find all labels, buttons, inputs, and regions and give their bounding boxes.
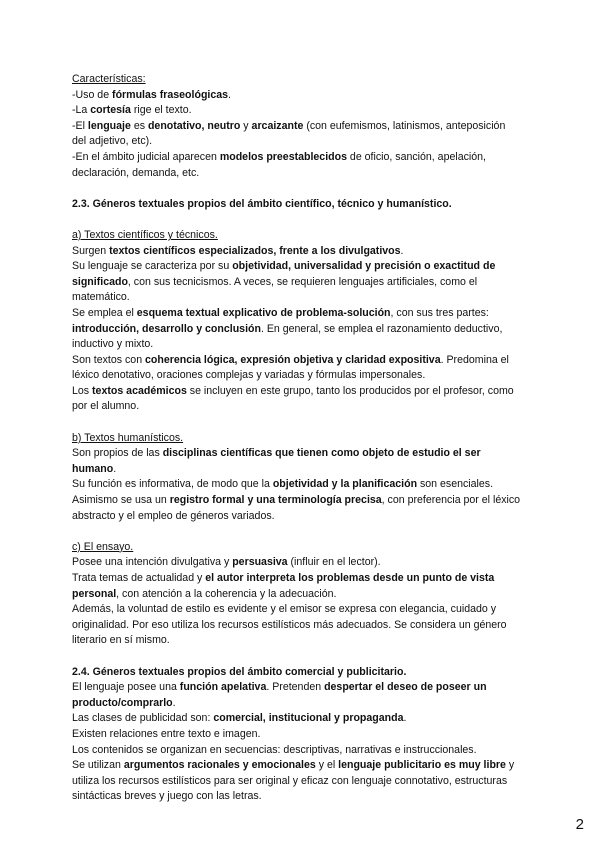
subsection-a-heading: a) Textos científicos y técnicos. — [72, 228, 218, 241]
paragraph: Posee una intención divulgativa y persuasiva (influir en el lector). — [72, 556, 381, 569]
characteristic-item: -El lenguaje es denotativo, neutro y arcaizante (con eufemismos, latinismos, anteposición del adjetivo, etc). — [72, 119, 506, 148]
paragraph: Se emplea el esquema textual explicativo de problema-solución, con sus tres partes: introducción, desarrollo y conclusión. En general, se emplea el razonamiento deductivo, inductivo y mixto. — [72, 306, 503, 351]
paragraph: Su función es informativa, de modo que la objetividad y la planificación son esenciales. — [72, 478, 494, 491]
section-2-3-heading: 2.3. Géneros textuales propios del ámbito científico, técnico y humanístico. — [72, 197, 452, 210]
paragraph: Además, la voluntad de estilo es evidente y el emisor se expresa con elegancia, cuidado y originalidad. Por eso utiliza los recursos estilísticos más adecuados. Se considera un género literario en sí mismo. — [72, 603, 507, 647]
characteristic-item: -En el ámbito judicial aparecen modelos preestablecidos de oficio, sanción, apelación, declaración, demanda, etc. — [72, 150, 486, 179]
paragraph: Asimismo se usa un registro formal y una terminología precisa, con preferencia por el léxico abstracto y el empleo de géneros variados. — [72, 494, 521, 522]
subsection-b-heading: b) Textos humanísticos. — [72, 431, 184, 444]
paragraph: Los textos académicos se incluyen en este grupo, tanto los producidos por el profesor, como por el alumno. — [72, 384, 514, 413]
page-number: 2 — [575, 816, 584, 833]
paragraph: Las clases de publicidad son: comercial, institucional y propaganda. — [72, 712, 407, 725]
subsection-c-heading: c) El ensayo. — [72, 540, 134, 553]
paragraph: Existen relaciones entre texto e imagen. — [72, 727, 261, 740]
characteristic-item: -Uso de fórmulas fraseológicas. — [72, 88, 231, 101]
paragraph: Trata temas de actualidad y el autor interpreta los problemas desde un punto de vista personal, con atención a la coherencia y la adecuación. — [72, 572, 495, 600]
paragraph: Son textos con coherencia lógica, expresión objetiva y claridad expositiva. Predomina el léxico denotativo, oraciones complejas y variadas y fórmulas impersonales. — [72, 353, 509, 382]
section-2-4-heading: 2.4. Géneros textuales propios del ámbito comercial y publicitario. — [72, 665, 407, 678]
paragraph: Son propios de las disciplinas científicas que tienen como objeto de estudio el ser humano. — [72, 447, 481, 475]
characteristic-item: -La cortesía rige el texto. — [72, 104, 192, 117]
characteristics-heading: Características: — [72, 73, 146, 85]
paragraph: El lenguaje posee una función apelativa. Pretenden despertar el deseo de poseer un producto/comprarlo. — [72, 681, 487, 709]
paragraph: Se utilizan argumentos racionales y emocionales y el lenguaje publicitario es muy libre y utiliza los recursos estilísticos para ser original y eficaz con lenguaje connotativo, estructuras sintácticas breves y juego con las letras. — [72, 759, 515, 803]
document-page — [72, 72, 522, 805]
paragraph: Su lenguaje se caracteriza por su objetividad, universalidad y precisión o exactitud de significado, con sus tecnicismos. A veces, se requieren lenguajes artificiales, como el matemático. — [72, 260, 496, 304]
paragraph: Los contenidos se organizan en secuencias: descriptivas, narrativas e instruccionales. — [72, 743, 477, 756]
paragraph: Surgen textos científicos especializados, frente a los divulgativos. — [72, 244, 404, 257]
